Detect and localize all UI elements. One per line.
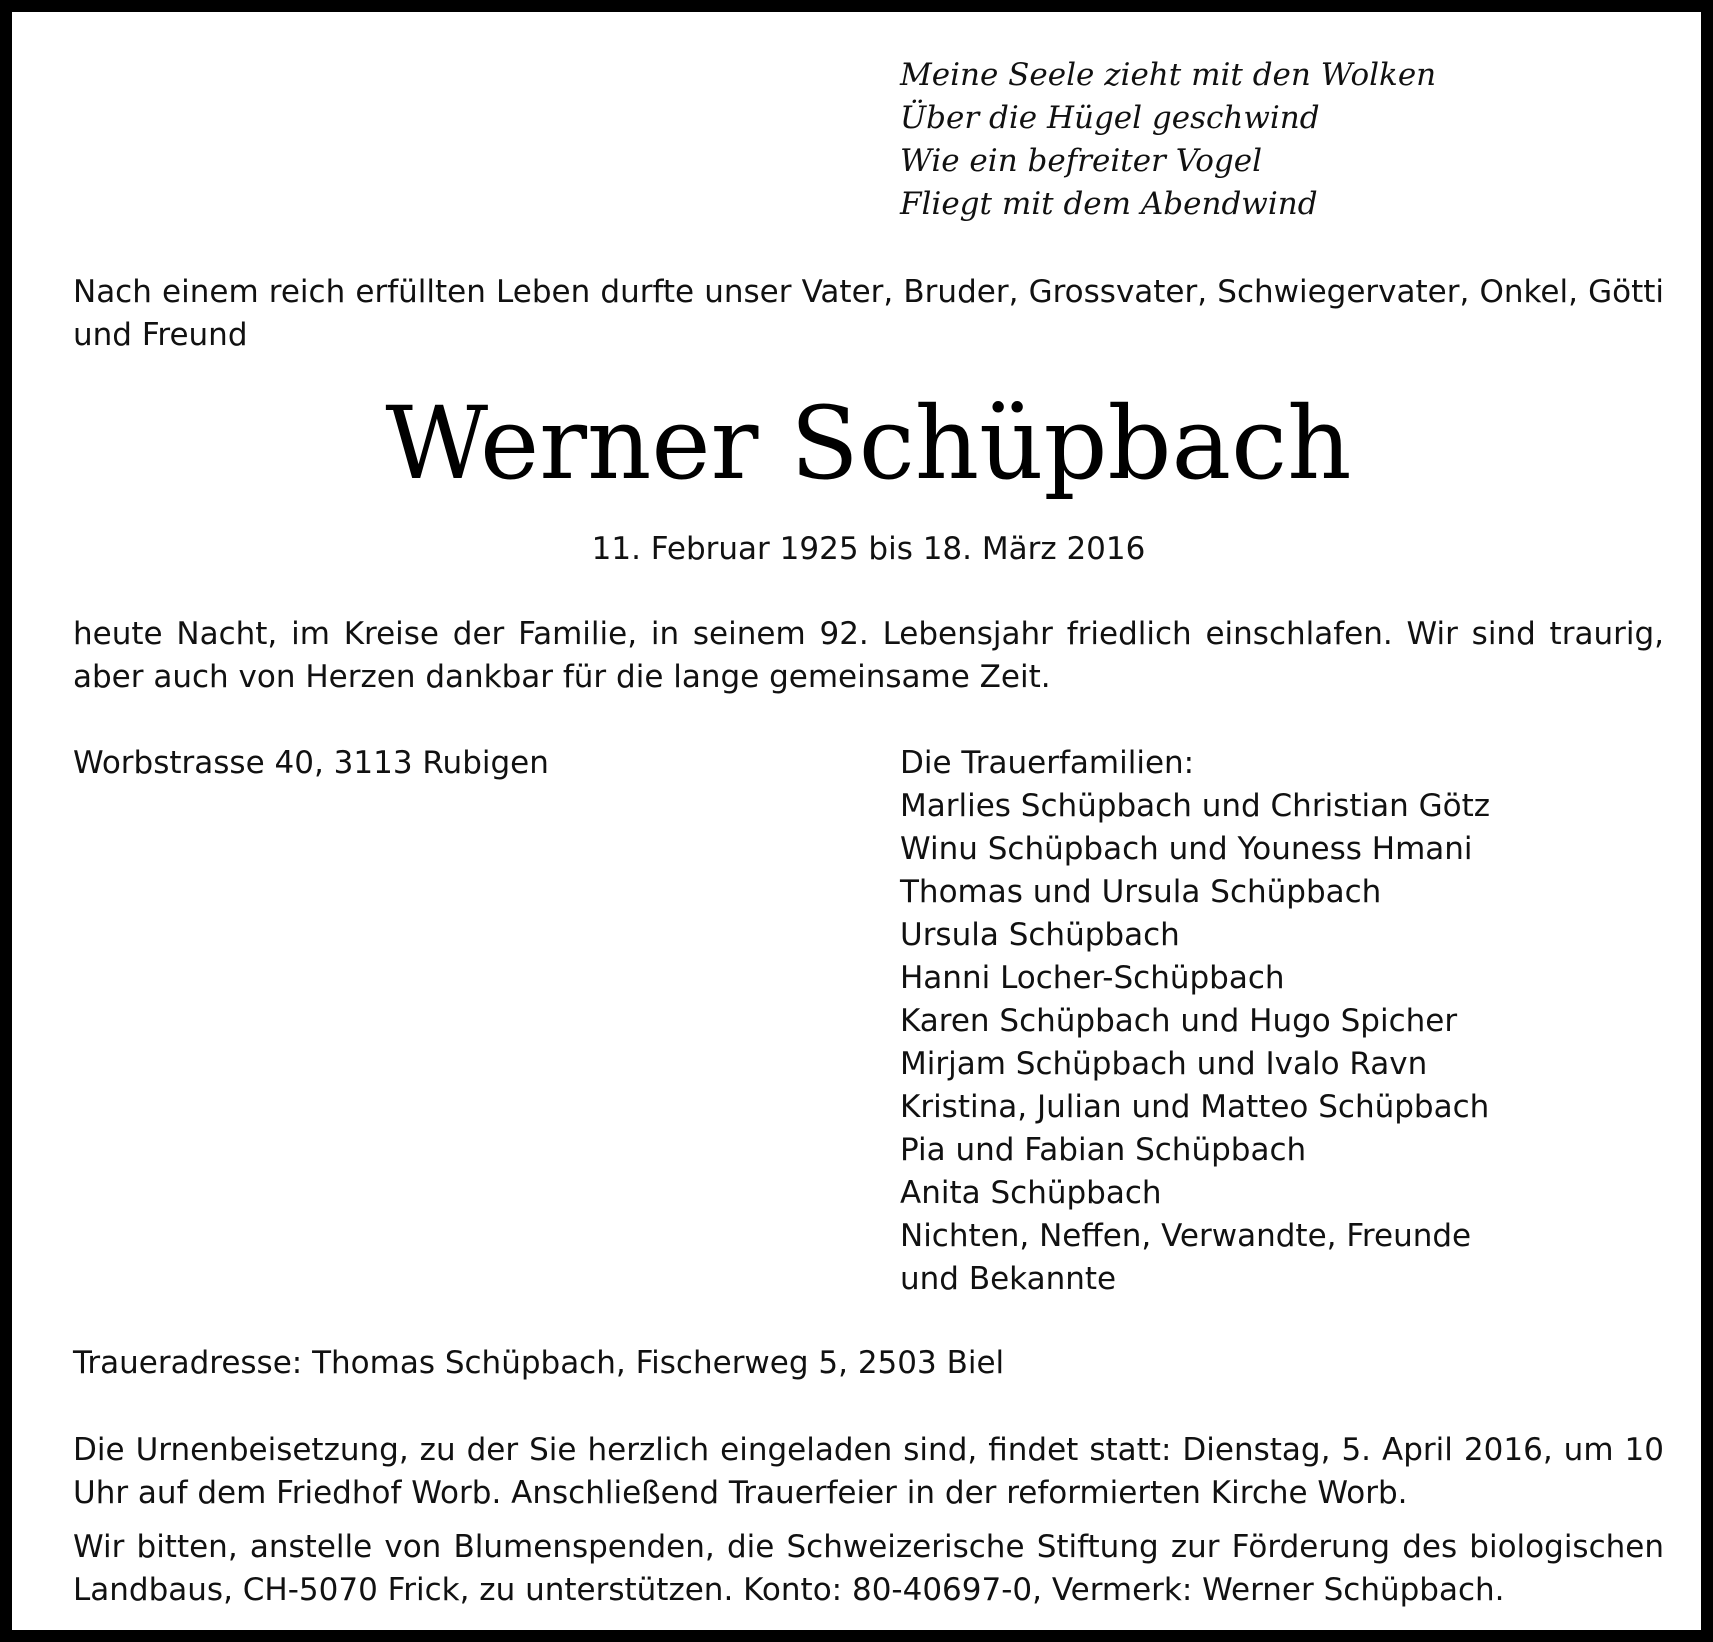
poem-line: Wie ein befreiter Vogel bbox=[900, 143, 1263, 179]
life-dates: 11. Februar 1925 bis 18. März 2016 bbox=[591, 531, 1146, 567]
intro-paragraph: Nach einem reich erfüllten Leben durfte unser Vater, Bruder, Grossvater, Schwiegervater, Onkel, Götti und Freund bbox=[73, 274, 1664, 353]
family-member: Karen Schüpbach und Hugo Spicher bbox=[900, 1003, 1458, 1039]
family-member: Winu Schüpbach und Youness Hmani bbox=[900, 831, 1473, 867]
donation-notice: Wir bitten, anstelle von Blumenspenden, die Schweizerische Stiftung zur Förderung des biologischen Landbaus, CH-5070 Frick, zu unterstützen. Konto: 80-40697-0, Vermerk: Werner Schüpbach. bbox=[73, 1529, 1664, 1608]
family-member: Thomas und Ursula Schüpbach bbox=[900, 874, 1382, 910]
family-member: Nichten, Neffen, Verwandte, Freunde bbox=[900, 1218, 1472, 1254]
family-member: Anita Schüpbach bbox=[900, 1175, 1162, 1211]
poem-line: Über die Hügel geschwind bbox=[900, 100, 1320, 136]
family-member: Pia und Fabian Schüpbach bbox=[900, 1132, 1307, 1168]
body-paragraph: heute Nacht, im Kreise der Familie, in seinem 92. Lebensjahr friedlich einschlafen. Wir sind traurig, aber auch von Herzen dankbar für die lange gemeinsame Zeit. bbox=[73, 616, 1664, 695]
poem-line: Fliegt mit dem Abendwind bbox=[900, 186, 1318, 222]
poem-line: Meine Seele zieht mit den Wolken bbox=[900, 57, 1437, 93]
poem bbox=[900, 54, 1436, 226]
deceased-name: Werner Schüpbach bbox=[385, 385, 1352, 502]
mourning-address: Traueradresse: Thomas Schüpbach, Fischerweg 5, 2503 Biel bbox=[73, 1345, 1005, 1381]
family-member: Marlies Schüpbach und Christian Götz bbox=[900, 788, 1491, 824]
family-member: Mirjam Schüpbach und Ivalo Ravn bbox=[900, 1046, 1428, 1082]
burial-notice: Die Urnenbeisetzung, zu der Sie herzlich eingeladen sind, findet statt: Dienstag, 5. April 2016, um 10 Uhr auf dem Friedhof Worb. Anschließend Trauerfeier in der reformierten Kirche Worb. bbox=[73, 1432, 1664, 1511]
family-member: Ursula Schüpbach bbox=[900, 917, 1180, 953]
family-member: Kristina, Julian und Matteo Schüpbach bbox=[900, 1089, 1490, 1125]
home-address: Worbstrasse 40, 3113 Rubigen bbox=[73, 745, 549, 781]
mourning-families bbox=[900, 742, 1490, 1301]
family-member: und Bekannte bbox=[900, 1261, 1117, 1297]
families-heading: Die Trauerfamilien: bbox=[900, 745, 1195, 781]
family-member: Hanni Locher-Schüpbach bbox=[900, 960, 1285, 996]
